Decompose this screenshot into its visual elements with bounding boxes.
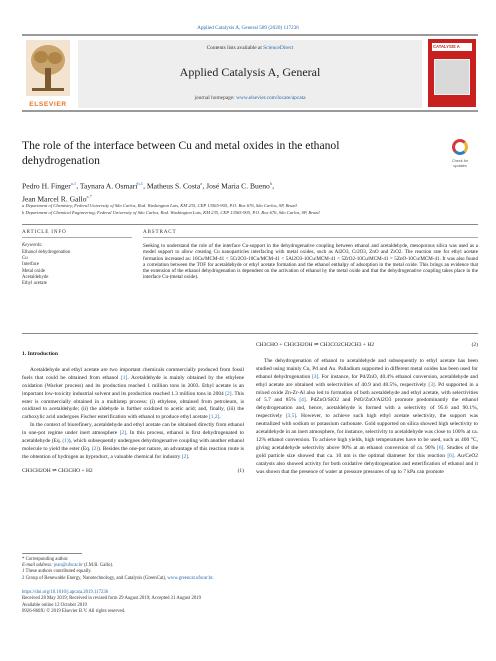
footnote-group — [22, 576, 322, 582]
group-website-link[interactable]: www.greencat.ufscar.br — [167, 575, 213, 581]
citation-link[interactable]: [3] — [311, 373, 319, 380]
divider — [143, 237, 478, 238]
text-run: In the context of biorefinery, acetaldehyde and ethyl acetate can be obtained directly from ethanol in one-pot regime under inert atmosphere — [22, 422, 244, 437]
author-affiliation-mark[interactable]: a — [200, 181, 203, 186]
abstract-text: Seeking to understand the role of the interface Cu-support in the dehydrogenative coupling between ethanol and acetaldehyde, mesoporous silica was used as a model support to allow creating Cu nanoparticles interfacing with metal oxides, such as Al2O3, Cr2O3, ZnO and ZrO2. The reaction rate for ethyl acetate formation increased as: 10Cu/MCM-41 < 5Cr2O3-10Cu/MCM-41 < 5Al2O3-10Cu/MCM-41 < 5ZrO2-10Cu/MCM-41 = 5ZnO-10Cu/MCM-41. It was also found a correlation between the TOF for acetaldehyde or ethyl acetate formation and the ethanol enthalpy of adsorption in the metal oxide. This brings an evidence that the extension of the ethanol dehydrogenation is dependent on the activation of ethanol by the metal oxide and that the dehydrogenative coupling takes place in the interface Cu-(metal oxide). — [143, 243, 478, 281]
equation-text: CH3CH2OH ⇌ CH3CHO + H2 — [22, 467, 93, 474]
author-affiliation-mark[interactable]: b — [269, 181, 273, 186]
author-name[interactable]: Matheus S. Costa — [146, 181, 201, 191]
text-run: . This ester is commercially obtained in a multistep process: (i) ethylene, obtained from petroleum, is oxidized to acetaldehyde; (ii) the aldehyde is further oxidized to acetic acid; and, finally, (iii) the carboxylic acid undergoes Fischer esterification with ethanol to produce ethyl acetate — [22, 390, 244, 421]
crossmark-label-line-2: updates — [453, 163, 467, 168]
article-info-heading: ARTICLE INFO — [22, 229, 67, 235]
text-run: . — [219, 414, 221, 421]
crossmark-badge[interactable] — [444, 138, 476, 172]
citation-link[interactable]: [3] — [428, 381, 435, 388]
email-label: E-mail address: — [22, 563, 54, 569]
citation-link[interactable]: [6] — [447, 452, 454, 459]
equation-1 — [22, 468, 244, 476]
citation-link[interactable]: [1] — [121, 374, 128, 381]
affiliation-a: a Department of Chemistry, Federal University of São Carlos, Rod. Washington Luis, KM 235, CEP 13565-905, P.O. Box 676, São Carlos, SP, Brazil — [22, 203, 297, 208]
copyright-line: 0926-860X/ © 2019 Elsevier B.V. All rights reserved. — [22, 609, 126, 615]
contents-prefix: Contents lists available at — [206, 45, 264, 51]
body-column-left — [22, 351, 244, 482]
author-affiliation-mark[interactable]: a,1 — [70, 181, 77, 186]
cover-title: CATALYSIS A — [433, 44, 460, 49]
text-run: ), which subsequently undergoes dehydrogenative coupling with another ethanol molecule to yield the ester (Eq. — [22, 438, 245, 452]
publication-info — [22, 590, 322, 616]
text-run: . PdZnO/SiO2 and PdO/ZnO/Al2O3 promote predominantly the ethanol dehydrogenation and, hence, acetaldehyde is formed with a selectivity of 95.6 and 90.1%, respectively — [256, 397, 478, 420]
equation-number: (2) — [471, 342, 478, 348]
divider — [22, 237, 132, 238]
author-affiliation-mark[interactable]: b,1 — [137, 181, 144, 186]
equation-link[interactable]: (2) — [91, 445, 99, 452]
journal-homepage-link[interactable]: www.elsevier.com/locate/apcata — [236, 95, 306, 101]
text-run: . Acetaldehyde is mainly obtained by the ethylene oxidation (Wacker process) and its production reached 1 million tons in 2003. Ethyl acetate is an important low-toxicity industrial solvent and its production reached 1.3 million tons in 2004 — [22, 374, 245, 397]
citation-link[interactable]: [1,2] — [208, 414, 220, 421]
journal-masthead — [22, 34, 478, 112]
text-run: ). Besides the one-pot nature, an advantage of this reaction route is the obtention of hydrogen as byproduct, a valuable chemical for industry — [22, 445, 244, 460]
journal-reference[interactable]: Applied Catalysis A, General 589 (2020) 117236 — [197, 25, 299, 31]
paragraph — [22, 422, 244, 462]
abstract-heading: ABSTRACT — [143, 229, 177, 235]
doi-link[interactable]: https://doi.org/10.1016/j.apcata.2019.117236 — [22, 590, 109, 595]
footnote-equal-contribution: 1 These authors contributed equally. — [22, 569, 92, 575]
citation-link[interactable]: [6] — [437, 444, 444, 451]
keyword: Interface — [22, 262, 40, 268]
text-run: Acetaldehyde and ethyl acetate are two important chemicals commercially produced from fossil fuels that could be obtained from ethanol — [22, 366, 244, 381]
author-affiliation-mark[interactable]: a,* — [86, 193, 93, 199]
text-run: The dehydrogenation of ethanol to acetaldehyde and subsequently to ethyl acetate has been studied using mainly Cu, Pd and Au. Palladium supported in different metal oxides has been used for ethanol dehydrogenation — [256, 357, 478, 380]
journal-cover-thumbnail[interactable] — [428, 39, 476, 107]
author-name[interactable]: Pedro H. Finger — [22, 181, 71, 191]
citation-link[interactable]: [2] — [181, 453, 189, 460]
text-run: . For instance, for Pd/ZnO, 40.4% ethanol conversion, acetaldehyde and ethyl acetate are obtained with selectivities of 40.9 and 48.5%, respectively — [256, 373, 478, 388]
keywords-heading: Keywords: — [22, 243, 43, 248]
footnote-corresponding: * Corresponding author. — [22, 557, 69, 562]
citation-link[interactable]: [3,5] — [285, 413, 297, 420]
cover-image — [434, 59, 470, 95]
text-run: . Pd supported in a mixed oxide Zn-Zr-Al also led to formation of both acetaldehyde and ethyl acetate, with selectivities of 5.7 and 85% — [256, 381, 478, 404]
homepage-prefix: journal homepage: — [194, 95, 237, 101]
text-run: . In this process, ethanol is first dehydrogenated to acetaldehyde (Eq. — [22, 430, 244, 445]
journal-title: Applied Catalysis A, General — [179, 65, 321, 79]
equation-link[interactable]: (1) — [62, 438, 69, 445]
online-date: Available online 12 October 2019 — [22, 602, 87, 608]
citation-link[interactable]: [2] — [225, 390, 232, 397]
group-suffix: . — [212, 575, 214, 581]
keyword-list — [22, 250, 132, 287]
keyword: Metal oxide — [22, 268, 46, 274]
email-link[interactable]: jean@ufscar.br — [53, 563, 83, 569]
divider — [22, 224, 478, 225]
divider — [22, 333, 478, 334]
group-text: 2 Group of Renewable Energy, Nanotechnology, and Catalysis (GreenCat), — [22, 575, 168, 581]
section-heading: 1. Introduction — [22, 351, 58, 357]
affiliation-b: b Department of Chemical Engineering, Federal University of São Carlos, Rod. Washington Luis, KM 235, CEP 13565-905, P.O. Box 676, São Carlos, SP, Brazil — [22, 210, 320, 215]
author-list: Pedro H. Finger$^{a,1}$, Taynara A. Osmari$^{b,1}$, Matheus S. Costa$^a$, José Maria C. Bueno$^b$, Jean Marcel R. Gallo$^{a,*}$ — [22, 181, 275, 204]
keyword: Ethyl acetate — [22, 281, 47, 287]
keyword: Acetaldehyde — [22, 274, 49, 280]
citation-link[interactable]: [4] — [299, 397, 306, 404]
equation-number: (1) — [237, 467, 244, 474]
author-name[interactable]: Jean Marcel R. Gallo — [22, 194, 87, 204]
publisher-wordmark: ELSEVIER — [29, 101, 67, 108]
crossmark-icon — [452, 139, 468, 155]
footnotes — [22, 557, 322, 582]
equation-2 — [256, 342, 478, 350]
text-run: . However, to achieve such high ethyl acetate selectivity, the support was neutralized with sodium or potassium carbonate. Gold supported on silica showed high selectivity to acetaldehyde in an inert atmosphere, for instance, selectivity to acetaldehyde was close to 100% at ca. 12% ethanol conversion. To achieve high yields, high temperatures have to be used, such as 400 °C, giving acetaldehyde selectivity above 90% at an ethanol conversion of ca. 90% — [256, 413, 478, 451]
text-run: . Au/CeO2 catalysts also showed activity for both oxidative dehydrogenation and esterification of ethanol and it was shown that the presence of water at pressure pressures of up to 7 kPa can promote — [256, 452, 479, 475]
email-suffix: (J.M.R. Gallo). — [82, 563, 114, 569]
text-run: . Studies of the gold particle size showed that ca. 10 nm is the optimal diameter for this reaction — [256, 444, 478, 459]
crossmark-label — [444, 159, 476, 168]
equation-text: CH3CHO + CH3CH2OH ⇌ CH3CO2CH2CH3 + H2 — [256, 342, 375, 348]
citation-link[interactable]: [2] — [119, 430, 127, 437]
received-dates: Received 28 May 2019; Received in revised form 29 August 2019; Accepted 31 August 2019 — [22, 596, 202, 602]
author-name[interactable]: José Maria C. Bueno — [206, 181, 270, 191]
masthead-banner — [78, 40, 422, 108]
author-name[interactable]: Taynara A. Osmari — [79, 181, 138, 191]
paper-title: The role of the interface between Cu and metal oxides in the ethanol dehydrogenation — [22, 139, 340, 167]
keyword: Cu — [22, 256, 28, 262]
text-run: . — [188, 453, 190, 460]
sciencedirect-link[interactable]: ScienceDirect — [263, 45, 294, 51]
body-column-right — [256, 342, 478, 477]
elsevier-tree-icon[interactable] — [26, 40, 70, 106]
paragraph — [22, 367, 244, 422]
keyword: Ethanol dehydrogenation — [22, 250, 71, 255]
footnote-divider — [22, 553, 82, 554]
paragraph — [256, 358, 478, 477]
contents-line — [78, 45, 422, 51]
journal-homepage-line — [78, 95, 422, 101]
crossmark-label-line-1: Check for — [451, 159, 469, 163]
